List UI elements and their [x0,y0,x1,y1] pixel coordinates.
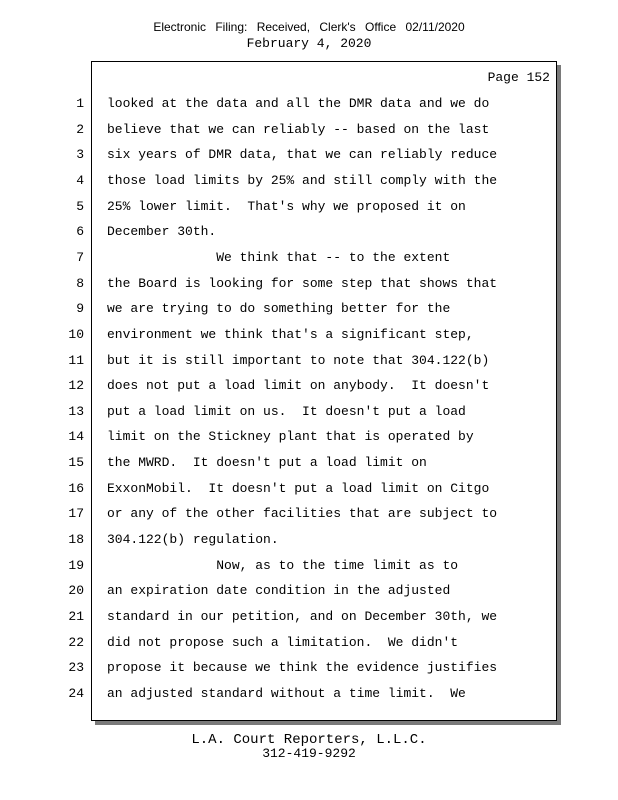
line-text: December 30th. [107,224,217,240]
line-text: propose it because we think the evidence justifies [107,660,498,676]
line-text: believe that we can reliably -- based on the last [107,121,490,137]
line-number: 8 [76,275,84,291]
line-number: 14 [68,429,84,445]
line-text: did not propose such a limitation. We didn't [107,634,459,650]
line-number: 3 [76,147,84,163]
line-number: 21 [68,609,84,624]
line-number: 6 [76,224,84,240]
filing-stamp: Electronic Filing: Received, Clerk's Office 02/11/2020 [153,20,465,34]
line-text: we are trying to do something better for the [107,301,451,317]
line-text: ExxonMobil. It doesn't put a load limit on Citgo [107,480,490,496]
line-text: put a load limit on us. It doesn't put a load [107,403,466,419]
line-number: 16 [68,480,84,496]
reporter-phone: 312-419-9292 [262,746,356,761]
line-text: 25% lower limit. That's why we proposed it on [107,198,466,214]
line-text: an expiration date condition in the adjusted [107,583,451,599]
line-number: 2 [76,121,84,137]
line-number: 10 [68,326,84,342]
line-number: 18 [68,532,84,548]
line-number: 20 [68,583,84,599]
line-text: environment we think that's a significant step, [107,326,474,342]
line-number: 1 [76,96,84,111]
line-text: the MWRD. It doesn't put a load limit on [107,455,427,471]
line-text: or any of the other facilities that are subject to [107,506,498,522]
line-text: an adjusted standard without a time limit. We [107,685,466,701]
line-number: 12 [68,378,84,394]
line-text: looked at the data and all the DMR data and we do [107,96,490,111]
line-number: 11 [68,352,84,368]
line-text: the Board is looking for some step that shows that [107,275,498,291]
line-text: 304.122(b) regulation. [107,532,279,548]
line-number: 22 [68,634,84,650]
line-text: Now, as to the time limit as to [107,557,459,573]
transcript-date: February 4, 2020 [246,36,372,51]
page-number: Page 152 [487,70,550,85]
line-number: 9 [76,301,84,317]
line-number: 4 [76,172,84,188]
line-number: 23 [68,660,84,676]
line-number: 19 [68,557,84,573]
line-text: but it is still important to note that 304.122(b) [107,352,490,368]
reporter-name: L.A. Court Reporters, L.L.C. [191,732,427,748]
line-number: 13 [68,403,84,419]
line-text: standard in our petition, and on December 30th, we [107,609,498,624]
line-number: 7 [76,249,84,265]
line-number: 17 [68,506,84,522]
line-text: does not put a load limit on anybody. It doesn't [107,378,490,394]
line-text: limit on the Stickney plant that is operated by [107,429,474,445]
line-number: 24 [68,685,84,701]
line-text: We think that -- to the extent [107,249,451,265]
line-number: 5 [76,198,84,214]
line-text: those load limits by 25% and still comply with the [107,172,498,188]
line-text: six years of DMR data, that we can reliably reduce [107,147,498,163]
line-number: 15 [68,455,84,471]
